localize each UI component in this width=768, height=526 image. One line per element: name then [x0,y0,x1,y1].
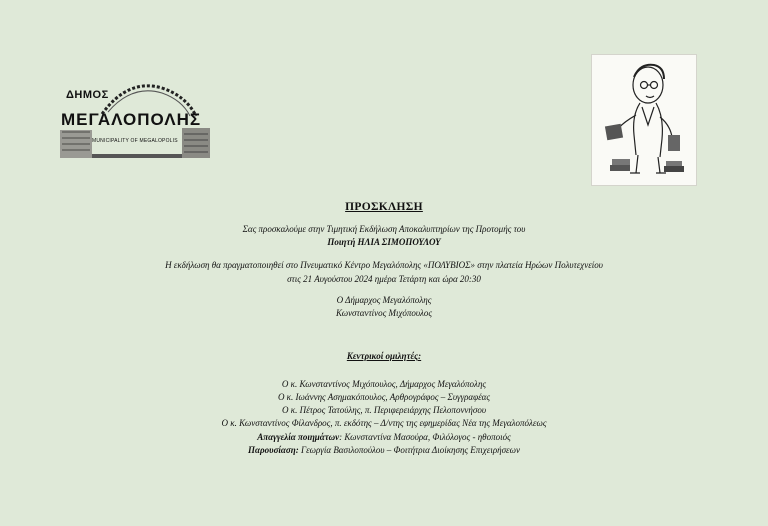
recital-text: : Κωνσταντίνα Μασούρα, Φιλόλογος - ηθοποιός [339,432,511,442]
municipality-logo [58,82,218,160]
host-text: Γεωργία Βασιλοπούλου – Φοιτήτρια Διοίκησης Επιχειρήσεων [298,445,520,455]
logo-municipality-text: MUNICIPALITY OF MEGALOPOLIS [92,138,178,144]
logo-dimos-text: ΔΗΜΟΣ [66,89,109,101]
poet-caricature-image [591,54,697,186]
host-line [0,444,768,456]
speaker-item: Ο κ. Ιωάννης Ασημακόπουλος, Αρθρογράφος – Συγγραφέας [277,392,491,402]
invitation-intro: Σας προσκαλούμε στην Τιμητική Εκδήλωση Αποκαλυπτηρίων της Προτομής του [242,224,526,234]
speakers-heading: Κεντρικοί ομιλητές: [346,351,422,361]
mayor-title: Ο Δήμαρχος Μεγαλόπολης [336,295,432,305]
host-label: Παρουσίαση: [248,445,299,455]
recital-line [0,431,768,443]
venue-line: Η εκδήλωση θα πραγματοποιηθεί στο Πνευματικό Κέντρο Μεγαλόπολης «ΠΟΛΥΒΙΟΣ» στην πλατεία Ηρώων Πολυτεχνείου [165,260,603,270]
recital-label: Απαγγελία ποιημάτων [257,432,340,442]
mayor-name: Κωνσταντίνος Μιχόπουλος [335,308,433,318]
honoree-line: Ποιητή ΗΛΙΑ ΣΙΜΟΠΟΥΛΟΥ [327,237,441,247]
speaker-item: Ο κ. Πέτρος Τατούλης, π. Περιφερειάρχης Πελοποννήσου [282,405,486,415]
speaker-item: Ο κ. Κωνσταντίνος Φίλανδρος, π. εκδότης – Δ/ντης της εφημερίδας Νέα της Μεγαλοπόλεως [221,418,547,428]
logo-name-text: ΜΕΓΑΛΟΠΟΛΗΣ [61,110,202,129]
caricature-sketch [592,55,696,185]
speaker-item: Ο κ. Κωνσταντίνος Μιχόπουλος, Δήμαρχος Μεγαλόπολης [281,379,487,389]
invitation-heading: ΠΡΟΣΚΛΗΣΗ [345,201,423,213]
date-line: στις 21 Αυγούστου 2024 ημέρα Τετάρτη και ώρα 20:30 [287,274,481,284]
